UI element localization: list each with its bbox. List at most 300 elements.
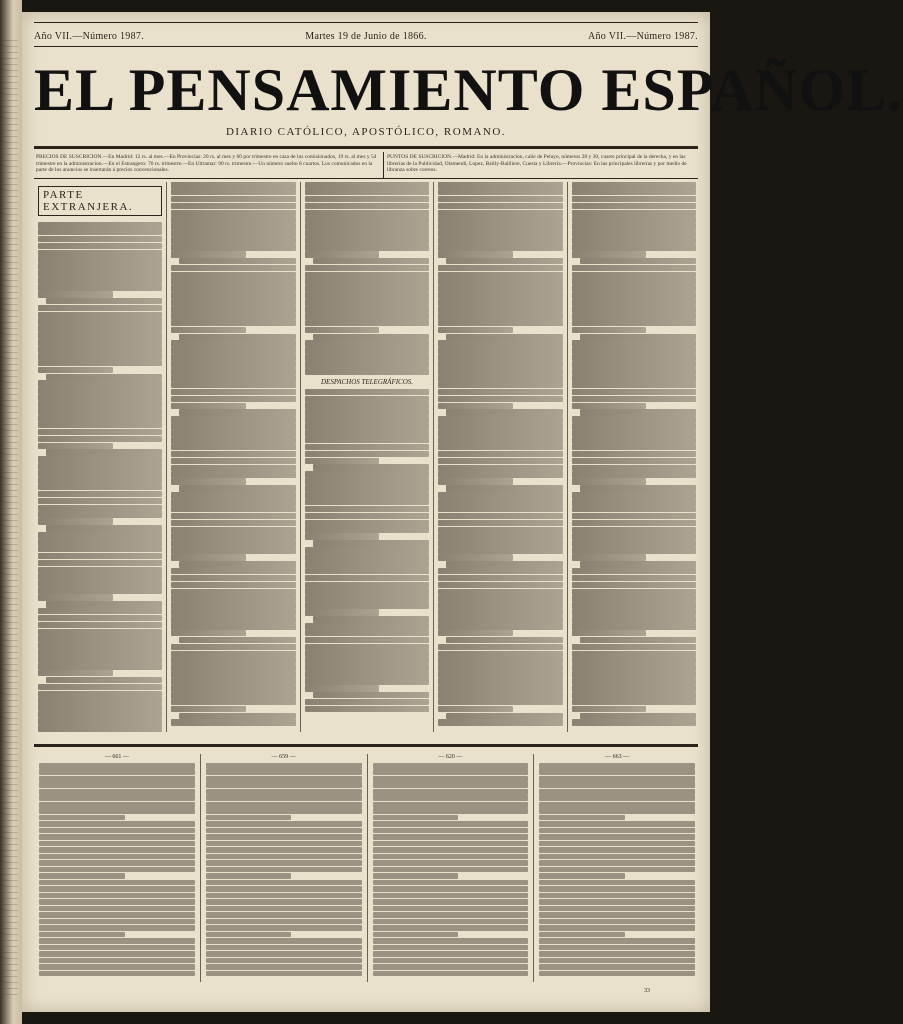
text-line	[539, 906, 695, 912]
text-line	[373, 847, 529, 853]
text-line	[38, 470, 162, 477]
text-line	[38, 649, 162, 656]
text-line	[373, 964, 529, 970]
text-line	[305, 292, 429, 299]
text-line	[572, 285, 696, 292]
text-line	[438, 182, 562, 189]
text-line	[572, 444, 696, 451]
text-line	[305, 664, 429, 671]
section-heading: PARTE EXTRANJERA.	[38, 186, 162, 216]
text-line	[572, 389, 696, 396]
text-line	[438, 527, 562, 534]
text-line	[438, 471, 562, 478]
text-line	[39, 951, 195, 957]
text-line	[438, 223, 562, 230]
text-line	[305, 554, 429, 561]
text-line	[171, 278, 295, 285]
text-line	[206, 938, 362, 944]
text-line	[171, 540, 295, 547]
text-line	[572, 327, 647, 334]
text-line	[206, 873, 292, 879]
text-line	[305, 513, 429, 520]
text-line	[39, 867, 195, 873]
text-line	[206, 847, 362, 853]
text-line	[38, 532, 162, 539]
text-line	[39, 860, 195, 866]
text-line	[171, 706, 246, 713]
text-line	[305, 347, 429, 354]
text-line	[305, 244, 429, 251]
text-line	[171, 361, 295, 368]
text-line	[305, 671, 429, 678]
text-line	[373, 951, 529, 957]
text-line	[572, 499, 696, 506]
text-line	[572, 368, 696, 375]
text-line	[438, 354, 562, 361]
text-line	[39, 899, 195, 905]
text-line	[305, 285, 429, 292]
text-line	[206, 763, 362, 769]
text-line	[179, 485, 295, 492]
text-line	[572, 540, 696, 547]
text-line	[206, 782, 362, 788]
column-5-text	[572, 182, 696, 726]
text-line	[539, 938, 695, 944]
text-line	[539, 808, 695, 814]
text-line	[305, 210, 429, 217]
text-line	[171, 527, 295, 534]
text-line	[446, 561, 562, 568]
text-line	[305, 526, 429, 533]
text-line	[539, 815, 625, 821]
text-line	[179, 334, 295, 341]
text-line	[446, 258, 562, 265]
text-line	[305, 251, 380, 258]
text-line	[38, 380, 162, 387]
text-line	[305, 278, 429, 285]
text-line	[446, 485, 562, 492]
text-line	[171, 719, 295, 726]
text-line	[572, 595, 696, 602]
text-line	[373, 958, 529, 964]
text-line	[373, 789, 529, 795]
text-line	[539, 860, 695, 866]
right-issue-number: Año VII.—Número 1987.	[587, 30, 698, 42]
text-line	[171, 368, 295, 375]
text-line	[171, 616, 295, 623]
text-line	[572, 237, 696, 244]
text-line	[438, 327, 513, 334]
text-line	[572, 685, 696, 692]
text-line	[38, 312, 162, 319]
text-line	[438, 347, 562, 354]
text-line	[539, 945, 695, 951]
feuilleton-column-2	[201, 754, 368, 982]
text-line	[38, 567, 162, 574]
text-line	[572, 423, 696, 430]
text-line	[305, 320, 429, 327]
footer-page-number: 33	[644, 988, 650, 994]
text-line	[39, 847, 195, 853]
text-line	[572, 210, 696, 217]
text-line	[373, 867, 529, 873]
text-line	[438, 451, 562, 458]
text-line	[438, 630, 513, 637]
text-line	[305, 644, 429, 651]
text-line	[206, 945, 362, 951]
text-line	[38, 629, 162, 636]
text-line	[438, 589, 562, 596]
text-line	[580, 334, 696, 341]
text-line	[580, 561, 696, 568]
text-line	[305, 706, 429, 713]
text-line	[572, 520, 696, 527]
text-line	[171, 651, 295, 658]
text-line	[373, 821, 529, 827]
text-line	[171, 678, 295, 685]
text-line	[171, 223, 295, 230]
text-line	[179, 713, 295, 720]
text-line	[438, 251, 513, 258]
text-line	[206, 964, 362, 970]
text-line	[438, 554, 513, 561]
text-line	[572, 251, 647, 258]
text-line	[438, 437, 562, 444]
text-line	[373, 899, 529, 905]
text-line	[171, 327, 246, 334]
text-line	[171, 340, 295, 347]
text-line	[438, 210, 562, 217]
text-line	[572, 575, 696, 582]
text-line	[572, 527, 696, 534]
text-line	[572, 554, 647, 561]
text-line	[539, 932, 625, 938]
text-line	[206, 886, 362, 892]
text-line	[39, 841, 195, 847]
text-line	[38, 670, 113, 677]
text-line	[572, 657, 696, 664]
text-line	[171, 657, 295, 664]
text-line	[38, 394, 162, 401]
text-line	[305, 650, 429, 657]
text-line	[38, 387, 162, 394]
text-line	[438, 389, 562, 396]
text-line	[373, 873, 459, 879]
text-line	[373, 834, 529, 840]
text-line	[305, 506, 429, 513]
text-line	[305, 203, 429, 210]
text-line	[206, 834, 362, 840]
text-line	[539, 828, 695, 834]
column-3-text-b	[305, 389, 429, 713]
text-line	[438, 499, 562, 506]
text-line	[38, 270, 162, 277]
text-line	[373, 815, 459, 821]
text-line	[171, 568, 295, 575]
text-line	[38, 353, 162, 360]
text-line	[171, 513, 295, 520]
text-line	[206, 925, 362, 931]
text-line	[39, 763, 195, 769]
telegrams-subhead: DESPACHOS TELEGRÁFICOS.	[320, 377, 414, 386]
text-line	[39, 880, 195, 886]
text-line	[38, 477, 162, 484]
text-line	[373, 932, 459, 938]
columns-top-rule	[34, 178, 698, 179]
text-line	[539, 912, 695, 918]
text-line	[572, 623, 696, 630]
feuilleton	[34, 754, 700, 982]
text-line	[305, 561, 429, 568]
text-line	[572, 471, 696, 478]
text-line	[373, 886, 529, 892]
text-line	[580, 258, 696, 265]
text-line	[572, 340, 696, 347]
text-line	[305, 182, 429, 189]
text-line	[206, 821, 362, 827]
text-line	[39, 815, 125, 821]
text-line	[171, 244, 295, 251]
text-line	[39, 912, 195, 918]
text-line	[305, 678, 429, 685]
text-line	[305, 189, 429, 196]
text-line	[38, 594, 113, 601]
main-columns	[34, 182, 700, 732]
text-line	[539, 886, 695, 892]
text-line	[305, 265, 429, 272]
text-line	[539, 776, 695, 782]
text-line	[39, 821, 195, 827]
text-line	[438, 444, 562, 451]
text-line	[373, 906, 529, 912]
text-line	[305, 609, 380, 616]
text-line	[313, 616, 429, 623]
text-line	[438, 520, 562, 527]
text-line	[446, 713, 562, 720]
text-line	[206, 958, 362, 964]
text-line	[38, 663, 162, 670]
text-line	[38, 256, 162, 263]
text-line	[38, 422, 162, 429]
text-line	[38, 498, 162, 505]
text-line	[171, 671, 295, 678]
text-line	[206, 912, 362, 918]
text-line	[38, 546, 162, 553]
text-line	[373, 802, 529, 808]
text-line	[305, 368, 429, 375]
text-line	[572, 382, 696, 389]
text-line	[38, 360, 162, 367]
text-line	[539, 867, 695, 873]
text-line	[572, 396, 696, 403]
text-line	[171, 478, 246, 485]
text-line	[438, 540, 562, 547]
text-line	[438, 203, 562, 210]
text-line	[39, 886, 195, 892]
text-line	[171, 423, 295, 430]
text-line	[171, 416, 295, 423]
text-line	[305, 237, 429, 244]
text-line	[305, 223, 429, 230]
text-line	[171, 444, 295, 451]
text-line	[438, 368, 562, 375]
text-line	[39, 932, 125, 938]
text-line	[39, 802, 195, 808]
text-line	[438, 340, 562, 347]
text-line	[171, 506, 295, 513]
text-line	[171, 465, 295, 472]
text-line	[38, 711, 162, 718]
text-line	[539, 834, 695, 840]
text-line	[438, 416, 562, 423]
text-line	[539, 821, 695, 827]
text-line	[305, 354, 429, 361]
text-line	[305, 602, 429, 609]
text-line	[373, 782, 529, 788]
text-line	[305, 444, 429, 451]
text-line	[171, 203, 295, 210]
text-line	[38, 243, 162, 250]
text-line	[38, 642, 162, 649]
text-line	[438, 478, 513, 485]
text-line	[446, 637, 562, 644]
text-line	[572, 478, 647, 485]
text-line	[305, 478, 429, 485]
masthead-title: EL PENSAMIENTO ESPAÑOL.	[34, 57, 903, 123]
column-4-text	[438, 182, 562, 726]
text-line	[305, 533, 380, 540]
text-line	[305, 409, 429, 416]
text-line	[572, 644, 696, 651]
text-line	[313, 334, 429, 341]
text-line	[38, 291, 113, 298]
text-line	[438, 196, 562, 203]
text-line	[179, 409, 295, 416]
text-line	[305, 299, 429, 306]
text-line	[539, 925, 695, 931]
masthead-tagline: DIARIO CATÓLICO, APOSTÓLICO, ROMANO.	[225, 126, 507, 138]
text-line	[38, 587, 162, 594]
text-line	[373, 763, 529, 769]
column-3-text-a	[305, 182, 429, 375]
text-line	[305, 230, 429, 237]
text-line	[171, 602, 295, 609]
feuilleton-page-number: — 659 —	[271, 754, 296, 760]
feuilleton-rule	[34, 744, 698, 747]
text-line	[438, 430, 562, 437]
text-line	[373, 945, 529, 951]
text-line	[438, 375, 562, 382]
text-line	[206, 815, 292, 821]
text-line	[539, 971, 695, 977]
text-line	[39, 834, 195, 840]
text-line	[38, 697, 162, 704]
masthead-rule	[34, 146, 698, 149]
text-line	[38, 222, 162, 229]
text-line	[438, 382, 562, 389]
text-line	[438, 423, 562, 430]
text-line	[373, 893, 529, 899]
text-line	[171, 582, 295, 589]
issue-line	[34, 28, 698, 44]
text-line	[539, 789, 695, 795]
text-line	[171, 216, 295, 223]
text-line	[39, 854, 195, 860]
text-line	[373, 880, 529, 886]
text-line	[171, 299, 295, 306]
text-line	[206, 867, 362, 873]
text-line	[572, 630, 647, 637]
text-line	[446, 409, 562, 416]
text-line	[171, 430, 295, 437]
text-line	[572, 265, 696, 272]
text-line	[305, 623, 429, 630]
text-line	[373, 971, 529, 977]
text-line	[572, 506, 696, 513]
text-line	[305, 340, 429, 347]
newspaper-page	[22, 12, 903, 1012]
text-line	[438, 306, 562, 313]
text-line	[438, 678, 562, 685]
text-line	[38, 622, 162, 629]
text-line	[46, 449, 162, 456]
text-line	[572, 671, 696, 678]
text-line	[39, 789, 195, 795]
text-line	[305, 416, 429, 423]
text-line	[373, 795, 529, 801]
text-line	[305, 451, 429, 458]
text-line	[572, 719, 696, 726]
text-line	[38, 684, 162, 691]
text-line	[38, 236, 162, 243]
text-line	[373, 854, 529, 860]
text-line	[572, 664, 696, 671]
binding-spine	[0, 0, 22, 1024]
text-line	[438, 582, 562, 589]
text-line	[171, 272, 295, 279]
text-line	[580, 637, 696, 644]
text-line	[580, 485, 696, 492]
text-line	[38, 263, 162, 270]
text-line	[206, 789, 362, 795]
text-line	[38, 691, 162, 698]
issue-date: Martes 19 de Junio de 1866.	[305, 30, 427, 42]
text-line	[572, 616, 696, 623]
text-line	[438, 506, 562, 513]
text-line	[39, 938, 195, 944]
text-line	[373, 769, 529, 775]
column-4	[434, 182, 567, 732]
text-line	[206, 919, 362, 925]
issue-rule	[34, 46, 698, 47]
text-line	[206, 854, 362, 860]
text-line	[171, 313, 295, 320]
text-line	[572, 533, 696, 540]
text-line	[438, 361, 562, 368]
text-line	[313, 540, 429, 547]
text-line	[38, 511, 162, 518]
text-line	[373, 841, 529, 847]
text-line	[438, 651, 562, 658]
text-line	[438, 272, 562, 279]
text-line	[572, 602, 696, 609]
text-line	[171, 292, 295, 299]
text-line	[539, 919, 695, 925]
text-line	[171, 396, 295, 403]
text-line	[373, 860, 529, 866]
text-line	[572, 609, 696, 616]
text-line	[438, 595, 562, 602]
